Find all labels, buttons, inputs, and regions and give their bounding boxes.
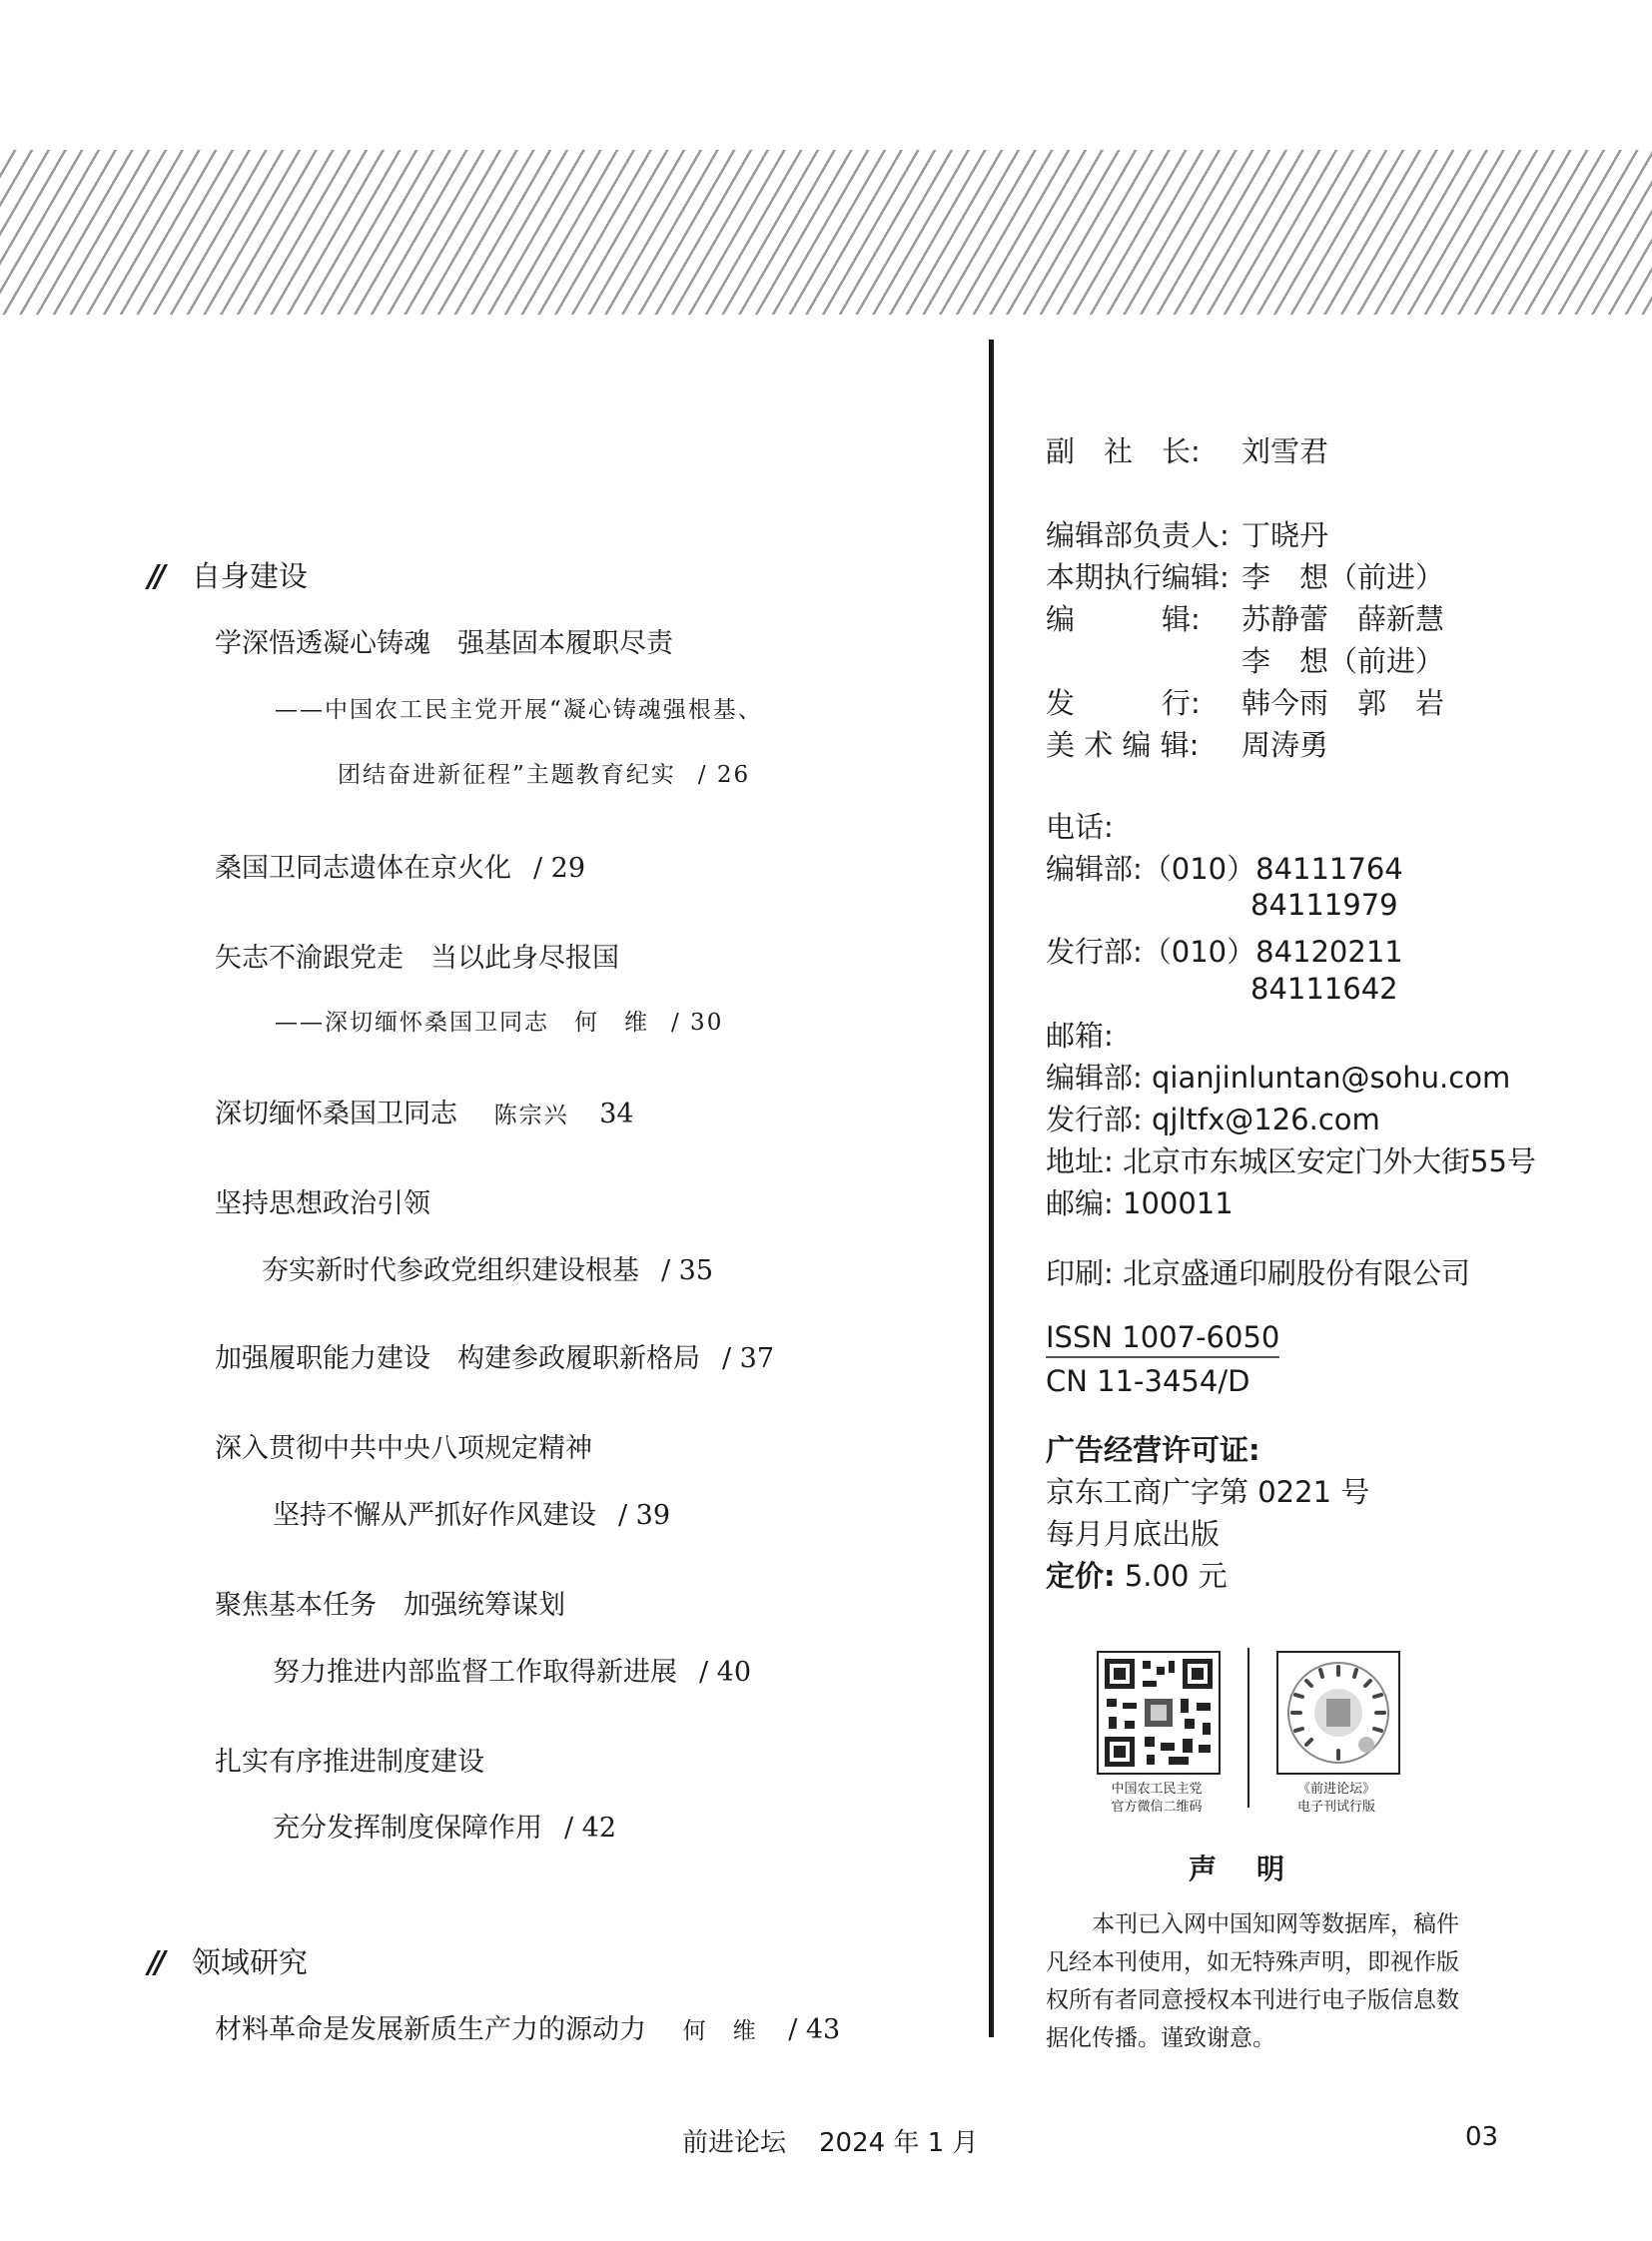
toc-entry-title: 材料革命是发展新质生产力的源动力 bbox=[215, 2014, 646, 2045]
toc-entry-title: 桑国卫同志遗体在京火化 bbox=[215, 853, 511, 884]
toc-entry-title: 加强履职能力建设 构建参政履职新格局 bbox=[215, 1343, 700, 1374]
masthead-distribution: 发 行: 韩今雨 郭 岩 bbox=[1046, 686, 1445, 720]
qr-wechat[interactable] bbox=[1097, 1651, 1227, 1817]
toc-entry-line2: 坚持不懈从严抓好作风建设 / 39 bbox=[273, 1500, 671, 1531]
toc-entry-title[interactable]: 深入贯彻中共中央八项规定精神 bbox=[215, 1433, 592, 1464]
toc-section-heading bbox=[148, 1940, 308, 1981]
toc-entry-subtitle: ——深切缅怀桑国卫同志 何 维 / 30 bbox=[275, 1010, 724, 1036]
footer-date: 2024 年 1 月 bbox=[819, 2128, 979, 2158]
toc-entry[interactable] bbox=[215, 846, 585, 885]
toc-entry-subtitle: ——中国农工民主党开展“凝心铸魂强根基、 bbox=[275, 697, 763, 723]
masthead-art-editor: 美 术 编 辑: 周涛勇 bbox=[1046, 728, 1329, 762]
toc-entry[interactable] bbox=[215, 1336, 774, 1375]
footer-journal: 前进论坛 bbox=[682, 2128, 787, 2158]
ad-license-label: 广告经营许可证: bbox=[1046, 1433, 1260, 1467]
section-mark-icon: // bbox=[148, 1945, 162, 1980]
qr-divider bbox=[1247, 1648, 1249, 1808]
phone-editorial-2: 84111979 bbox=[1250, 888, 1398, 922]
toc-page-number: / 35 bbox=[661, 1255, 714, 1286]
notice-body: 本刊已入网中国知网等数据库，稿件凡经本刊使用，如无特殊声明，即视作版权所有者同意授权本刊进行电子版信息数据化传播。谨致谢意。 bbox=[1046, 1911, 1459, 2051]
qr-code-icon bbox=[1097, 1651, 1221, 1775]
address: 地址: 北京市东城区安定门外大街55号 bbox=[1046, 1144, 1536, 1178]
toc-page-number: 34 bbox=[599, 1099, 634, 1129]
issn: ISSN 1007-6050 bbox=[1046, 1320, 1279, 1358]
toc-entry-author: 陈宗兴 bbox=[493, 1103, 569, 1128]
mail-label: 邮箱: bbox=[1046, 1019, 1114, 1053]
qr-caption: 《前进论坛》 电子刊试行版 bbox=[1296, 1782, 1375, 1815]
toc-entry-title[interactable]: 聚焦基本任务 加强统筹谋划 bbox=[215, 1590, 565, 1621]
header-hatch-band bbox=[0, 150, 1652, 315]
toc-entry-subtitle-cont: 团结奋进新征程”主题教育纪实 / 26 bbox=[338, 762, 751, 788]
toc-entry-title: 深切缅怀桑国卫同志 bbox=[215, 1099, 457, 1129]
masthead-exec-editor: 本期执行编辑: 李 想（前进） bbox=[1046, 560, 1445, 594]
printer: 印刷: 北京盛通印刷股份有限公司 bbox=[1046, 1256, 1471, 1290]
publish-schedule: 每月月底出版 bbox=[1046, 1517, 1221, 1551]
column-divider bbox=[989, 340, 994, 2037]
mail-editorial: 编辑部: qianjinluntan@sohu.com bbox=[1046, 1061, 1511, 1095]
masthead-editors: 编 辑: 苏静蕾 薛新慧 bbox=[1046, 602, 1445, 636]
price: 定价: 5.00 元 bbox=[1046, 1559, 1228, 1593]
toc-entry[interactable] bbox=[215, 1092, 634, 1130]
masthead-dept-head: 编辑部负责人: 丁晓丹 bbox=[1046, 518, 1329, 552]
cn-number: CN 11-3454/D bbox=[1046, 1364, 1250, 1398]
ad-license-value: 京东工商广字第 0221 号 bbox=[1046, 1475, 1370, 1509]
toc-page-number: / 30 bbox=[671, 1010, 724, 1036]
toc-section-heading bbox=[148, 554, 308, 595]
toc-entry[interactable] bbox=[215, 2007, 840, 2046]
toc-page-number: / 40 bbox=[699, 1657, 752, 1688]
qr-ebook[interactable] bbox=[1276, 1651, 1406, 1817]
toc-entry-author: 何 维 bbox=[682, 2018, 758, 2044]
phone-editorial: 编辑部:（010）84111764 bbox=[1046, 852, 1403, 886]
postcode: 邮编: 100011 bbox=[1046, 1186, 1234, 1220]
toc-page-number: / 37 bbox=[722, 1343, 775, 1374]
qr-caption: 中国农工民主党 官方微信二维码 bbox=[1111, 1782, 1203, 1815]
section-title: 领域研究 bbox=[191, 1945, 308, 1979]
masthead-vice-president: 副 社 长: 刘雪君 bbox=[1046, 434, 1329, 468]
mail-distribution: 发行部: qjltfx@126.com bbox=[1046, 1103, 1380, 1136]
toc-entry-title[interactable]: 矢志不渝跟党走 当以此身尽报国 bbox=[215, 943, 619, 974]
toc-entry-line2: 充分发挥制度保障作用 / 42 bbox=[273, 1813, 617, 1844]
phone-label: 电话: bbox=[1046, 810, 1114, 844]
mini-program-code-icon bbox=[1276, 1651, 1400, 1775]
toc-page-number: / 26 bbox=[697, 762, 751, 788]
toc-entry-line2: 夯实新时代参政党组织建设根基 / 35 bbox=[262, 1255, 714, 1286]
toc-page-number: / 39 bbox=[618, 1500, 671, 1531]
toc-entry-line2: 努力推进内部监督工作取得新进展 / 40 bbox=[273, 1657, 752, 1688]
phone-distribution: 发行部:（010）84120211 bbox=[1046, 935, 1403, 969]
toc-page-number: / 43 bbox=[788, 2014, 841, 2045]
toc-page-number: / 29 bbox=[533, 853, 586, 884]
section-mark-icon: // bbox=[148, 559, 162, 594]
toc-entry-title[interactable]: 扎实有序推进制度建设 bbox=[215, 1747, 484, 1778]
masthead-editors-cont: 李 想（前进） bbox=[1241, 644, 1445, 678]
toc-entry-title[interactable]: 学深悟透凝心铸魂 强基固本履职尽责 bbox=[215, 628, 673, 659]
page-number: 03 bbox=[1465, 2122, 1499, 2152]
toc-page-number: / 42 bbox=[564, 1813, 617, 1844]
notice-title: 声明 bbox=[1189, 1853, 1325, 1885]
phone-distribution-2: 84111642 bbox=[1250, 972, 1398, 1006]
section-title: 自身建设 bbox=[191, 559, 308, 593]
toc-entry-title[interactable]: 坚持思想政治引领 bbox=[215, 1188, 430, 1219]
